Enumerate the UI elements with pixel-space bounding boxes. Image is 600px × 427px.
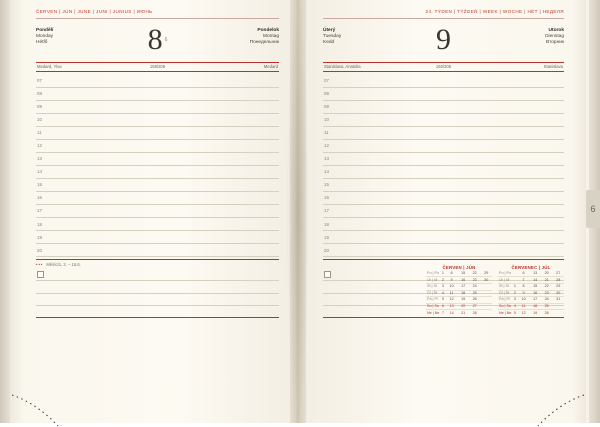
left-page [10,0,293,423]
hour-label: 09 [37,104,42,110]
day-name-de: Dienstag [545,33,564,39]
calendar-row: Po | Po 1 8 15 22 29 [426,271,492,277]
hour-row[interactable] [323,114,564,127]
hour-label: 17 [37,208,42,214]
book-gutter [290,0,306,423]
mini-calendar-title: ČERVENEC | JÚL [511,264,551,270]
hour-row[interactable] [36,127,279,140]
left-day-names-secondary [250,28,279,47]
left-day-number [36,23,279,57]
hour-row[interactable] [36,205,279,218]
left-page-header: ČERVEN | JÚN | JUNE | JUNI | JUNIUS | ИЮНЬ [36,8,279,19]
hour-label: 11 [324,130,329,136]
hour-label: 07 [37,78,42,83]
day-name-ru: Понедельник [249,39,279,45]
left-day-of-year: 159/206 [149,63,166,69]
calendar-row: Út | Ut 2 9 16 23 30 [426,277,492,284]
hour-label: 11 [37,130,42,136]
hour-label: 07 [324,78,329,83]
hour-label: 10 [37,117,42,123]
hour-label: 18 [37,221,42,227]
right-page-content [323,8,564,415]
day-name-en: Monday [36,33,54,39]
calendar-row: Pá | Pi 3 10 17 24 31 [498,297,564,304]
day-name-sk: Utorok [548,27,564,33]
left-nameday-cs: Medard, Ylva [37,63,62,69]
hour-row[interactable] [323,231,564,244]
calendar-row: St | St 3 10 17 24 [426,283,492,290]
hour-row[interactable] [36,218,279,231]
calendar-row: Čt | Št 2 9 16 23 30 [498,290,564,297]
calendar-row: Po | Po 6 13 20 27 [498,271,564,277]
left-nameday-sk: Medard [263,63,278,69]
hour-label: 13 [37,156,42,162]
month-tab[interactable]: 6 [586,190,600,228]
hour-row[interactable] [323,127,564,140]
hour-row[interactable] [36,101,279,114]
hour-label: 09 [324,104,329,110]
notes-dots-icon: ••• [36,262,44,268]
hour-row[interactable] [36,192,279,205]
hour-row[interactable] [323,205,564,218]
hour-row[interactable] [323,218,564,231]
mini-calendar-june [426,265,492,316]
right-page [303,0,586,423]
day-name-hu: Kedd [323,39,335,45]
left-month-index: 6 [164,36,168,43]
hour-label: 12 [37,143,42,149]
left-nameday-bar [36,62,279,72]
hour-row[interactable] [323,140,564,153]
calendar-row: St | St 1 8 15 22 29 [498,283,564,290]
calendar-row: Ne | Ne 7 14 21 28 [427,310,477,315]
note-checkbox[interactable] [37,271,44,278]
hour-row[interactable] [36,231,279,244]
note-row[interactable] [36,281,279,293]
calendar-row: Ne | Ne 5 12 19 26 [499,310,549,315]
right-nameday-bar [323,62,564,72]
hour-row[interactable] [323,101,564,114]
right-day-of-year: 160/205 [435,63,452,69]
hour-row[interactable] [323,179,564,192]
left-notes-header [36,259,279,269]
hour-row[interactable] [36,244,279,257]
note-row[interactable] [36,294,279,306]
calendar-row: Út | Ut 7 14 21 28 [498,277,564,284]
hour-label: 20 [324,247,329,253]
day-name-de: Montag [263,33,279,39]
right-notes-section [323,259,564,318]
hour-row[interactable] [323,88,564,101]
hour-label: 19 [324,234,329,240]
hour-label: 08 [37,91,42,97]
mini-calendar-title: ČERVEN | JÚN [442,264,476,270]
mini-calendar-table [498,271,564,316]
left-hour-grid [36,75,279,258]
hour-row[interactable] [36,88,279,101]
note-checkbox[interactable] [324,271,331,278]
mini-calendars [426,265,564,316]
hour-row[interactable] [323,153,564,166]
mini-calendar-july [498,265,564,316]
mini-calendar-table [426,271,492,316]
day-name-en: Tuesday [323,33,342,39]
hour-row[interactable] [323,75,564,88]
day-name-cs: Pondělí [36,27,54,33]
left-notes-section [36,259,279,318]
right-day-number-value: 9 [436,22,451,56]
hour-row[interactable] [323,166,564,179]
hour-label: 18 [324,221,329,227]
day-name-cs: Úterý [323,27,336,33]
day-name-ru: Вторник [546,39,564,45]
right-page-header: 24. TÝDEN | TÝŽDEŇ | WEEK | WOCHE | HÉT | НЕДЕЛЯ [323,8,564,19]
hour-row[interactable] [36,166,279,179]
calendar-row: So | So 4 11 18 25 [498,303,564,310]
right-nameday-sk: Stanislava [543,63,563,69]
hour-row[interactable] [36,140,279,153]
hour-row[interactable] [323,244,564,257]
right-nameday-cs: Stanislava, Anatolia [324,63,361,69]
hour-label: 16 [324,195,329,201]
hour-row[interactable] [36,75,279,88]
note-row[interactable] [36,269,279,281]
hour-label: 15 [324,182,329,188]
hour-label: 08 [324,91,329,97]
hour-label: 19 [37,234,42,240]
hour-row[interactable] [36,153,279,166]
right-day-header [323,22,564,62]
note-row[interactable] [36,306,279,318]
hour-label: 12 [324,143,329,149]
right-hour-grid [323,75,564,258]
right-day-number [323,23,564,57]
hour-label: 16 [37,195,42,201]
hour-label: 17 [324,208,329,214]
calendar-row: Pá | Pi 5 12 19 26 [426,297,492,304]
left-day-header [36,22,279,62]
hour-label: 14 [324,169,329,175]
hour-row[interactable] [36,114,279,127]
hour-row[interactable] [36,179,279,192]
left-day-number-value: 8 [147,22,163,56]
hour-label: 13 [324,156,329,162]
day-name-sk: Pondelok [257,27,279,33]
hour-label: 15 [37,182,42,188]
left-page-content [36,8,279,415]
calendar-row: Čt | Št 4 11 18 25 [426,290,492,297]
right-day-names-secondary [545,28,564,47]
left-notes-label: Měsíc/1, 2. – 15.6. [46,262,81,268]
hour-row[interactable] [323,192,564,205]
hour-label: 14 [37,169,42,175]
hour-label: 20 [37,247,42,253]
hour-label: 10 [324,117,329,123]
calendar-row: So | So 6 13 20 27 [426,303,492,310]
day-name-hu: Hétfő [36,39,48,45]
